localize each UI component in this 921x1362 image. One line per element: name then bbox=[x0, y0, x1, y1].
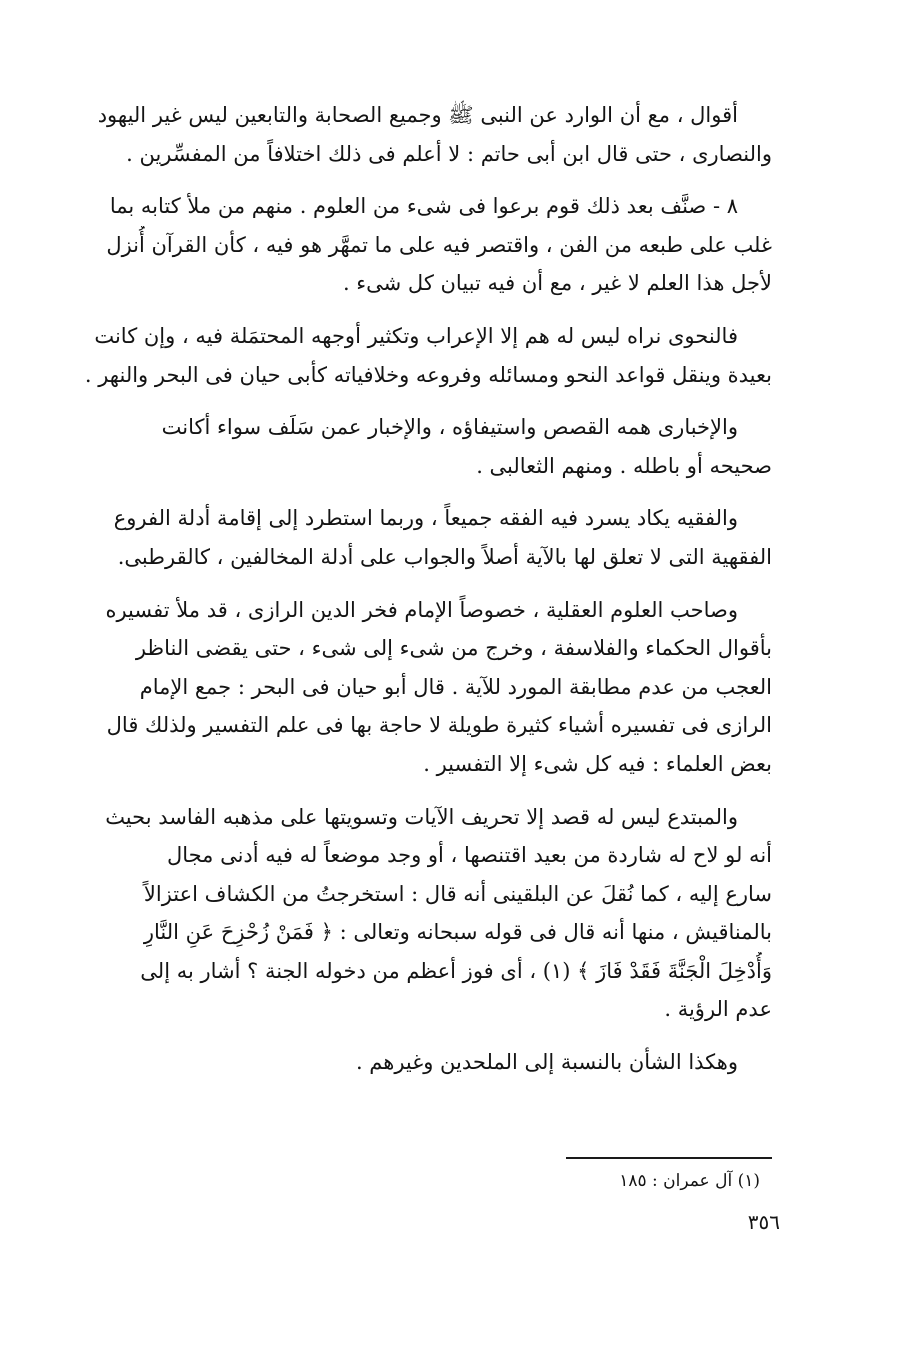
text-line: والإخبارى همه القصص واستيفاؤه ، والإخبار عمن سَلَف سواء أكانت bbox=[161, 415, 738, 440]
text-line: العجب من عدم مطابقة المورد للآية . قال أبو حيان فى البحر : جمع الإمام bbox=[139, 674, 772, 699]
paragraph-5 bbox=[60, 499, 772, 576]
text-line: أقوال ، مع أن الوارد عن النبى ﷺ وجميع الصحابة والتابعين ليس غير اليهود bbox=[97, 103, 738, 127]
text-line: لأجل هذا العلم لا غير ، مع أن فيه تبيان كل شىء . bbox=[342, 271, 772, 296]
text-line: وَأُدْخِلَ الْجَنَّةَ فَقَدْ فَازَ ﴾ (١) ، أى فوز أعظم من دخوله الجنة ؟ أشار به إلى bbox=[140, 958, 772, 983]
text-line: بعض العلماء : فيه كل شىء إلا التفسير . bbox=[423, 751, 772, 776]
paragraph-8 bbox=[60, 1043, 772, 1082]
text-line: الفقهية التى لا تعلق لها بالآية أصلاً والجواب على أدلة المخالفين ، كالقرطبى. bbox=[117, 544, 772, 569]
paragraph-2 bbox=[60, 187, 772, 303]
footnote-divider bbox=[566, 1157, 772, 1159]
text-line: والفقيه يكاد يسرد فيه الفقه جميعاً ، وربما استطرد إلى إقامة أدلة الفروع bbox=[113, 506, 738, 531]
paragraph-4 bbox=[60, 408, 772, 485]
paragraph-1 bbox=[60, 96, 772, 173]
paragraph-3 bbox=[60, 317, 772, 394]
text-line: بعيدة وينقل قواعد النحو ومسائله وفروعه وخلافياته كأبى حيان فى البحر والنهر . bbox=[84, 362, 772, 387]
paragraph-6 bbox=[60, 591, 772, 784]
text-line: سارع إليه ، كما نُقلَ عن البلقينى أنه قال : استخرجتُ من الكشاف اعتزالاً bbox=[143, 881, 772, 906]
page-number: ٣٥٦ bbox=[747, 1210, 780, 1234]
paragraph-7 bbox=[60, 798, 772, 1030]
text-line: أنه لو لاح له شاردة من بعيد اقتنصها ، أو وجد موضعاً له فيه أدنى مجال bbox=[166, 843, 772, 868]
text-line: وهكذا الشأن بالنسبة إلى الملحدين وغيرهم . bbox=[355, 1050, 738, 1075]
text-line: فالنحوى نراه ليس له هم إلا الإعراب وتكثير أوجهه المحتمَلة فيه ، وإن كانت bbox=[94, 323, 738, 348]
main-text bbox=[60, 96, 772, 1096]
text-line: غلب على طبعه من الفن ، واقتصر فيه على ما تمهَّر هو فيه ، كأن القرآن أُنزل bbox=[106, 232, 772, 257]
text-line: والمبتدع ليس له قصد إلا تحريف الآيات وتسويتها على مذهبه الفاسد بحيث bbox=[105, 804, 738, 829]
text-line: الرازى فى تفسيره أشياء كثيرة طويلة لا حاجة بها فى علم التفسير ولذلك قال bbox=[106, 713, 772, 738]
text-line: عدم الرؤية . bbox=[664, 997, 772, 1022]
text-line: والنصارى ، حتى قال ابن أبى حاتم : لا أعلم فى ذلك اختلافاً من المفسِّرين . bbox=[126, 141, 772, 166]
text-line: بأقوال الحكماء والفلاسفة ، وخرج من شىء إلى شىء ، حتى يقضى الناظر bbox=[135, 636, 772, 661]
footnote: (١) آل عمران : ١٨٥ bbox=[619, 1171, 760, 1191]
text-line: ٨ - صنَّف بعد ذلك قوم برعوا فى شىء من العلوم . منهم من ملأ كتابه بما bbox=[109, 194, 738, 219]
text-line: صحيحه أو باطله . ومنهم الثعالبى . bbox=[476, 453, 772, 478]
text-line: بالمناقيش ، منها أنه قال فى قوله سبحانه وتعالى : ﴿ فَمَنْ زُحْزِحَ عَنِ النَّارِ bbox=[143, 920, 772, 945]
text-line: وصاحب العلوم العقلية ، خصوصاً الإمام فخر الدين الرازى ، قد ملأ تفسيره bbox=[105, 597, 738, 622]
